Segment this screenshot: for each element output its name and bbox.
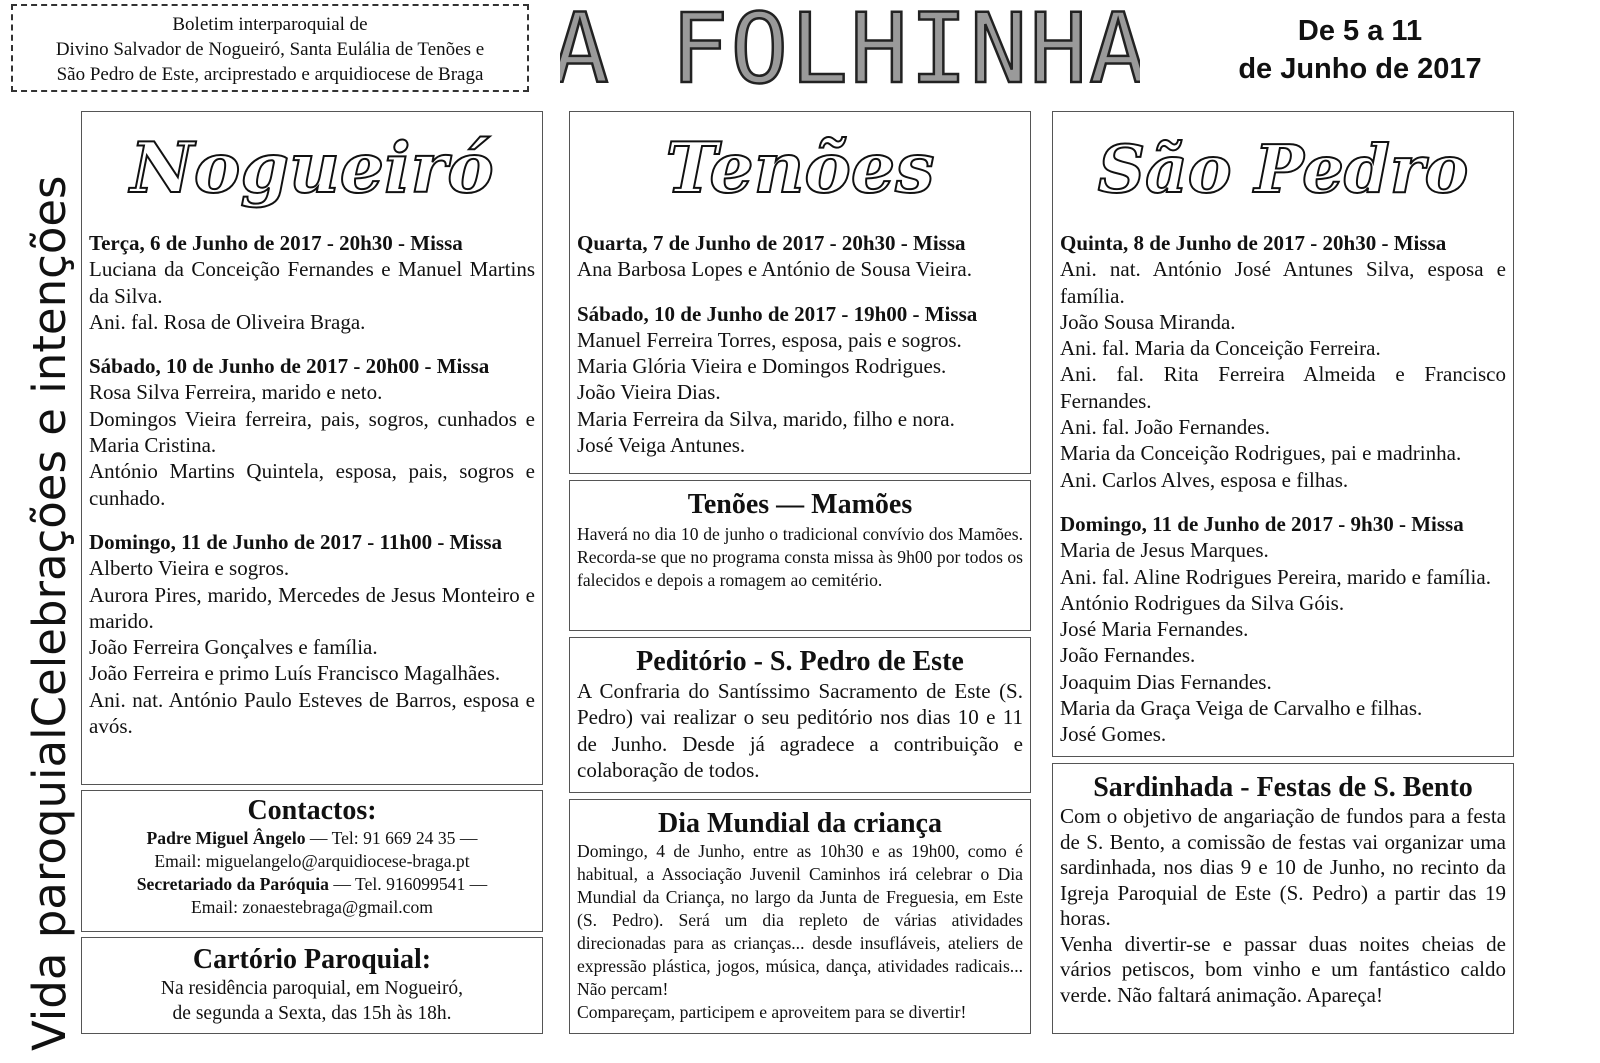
intention-line: Ani. Carlos Alves, esposa e filhas. xyxy=(1060,467,1349,492)
nogueiro-panel xyxy=(81,111,543,785)
intention-line: Aurora Pires, marido, Mercedes de Jesus Monteiro e marido. xyxy=(89,582,535,633)
side-section-label xyxy=(22,171,78,1051)
side-label-celebracoes: Celebrações e intenções xyxy=(23,175,76,728)
bulletin-line: Divino Salvador de Nogueiró, Santa Eulália de Tenões e xyxy=(55,39,485,60)
tenoes-panel xyxy=(569,111,1031,474)
mass-heading: Quinta, 8 de Junho de 2017 - 20h30 - Missa xyxy=(1060,231,1447,255)
sao-pedro-title-text: São Pedro xyxy=(1097,130,1469,208)
issue-date-line2: de Junho de 2017 xyxy=(1238,53,1482,85)
intention-line: Ani. nat. António Paulo Esteves de Barros, esposa e avós. xyxy=(89,687,535,739)
intention-line: José Maria Fernandes. xyxy=(1060,617,1249,642)
mamoes-body: Haverá no dia 10 de junho o tradicional convívio dos Mamões. Recorda-se que no programa consta missa às 9h00 por todos os falecidos e depois a romagem ao cemitério. xyxy=(577,524,1023,590)
intention-line: João Vieira Dias. xyxy=(577,380,721,405)
peditorio-panel xyxy=(569,637,1031,793)
mass-heading: Sábado, 10 de Junho de 2017 - 20h00 - Missa xyxy=(89,354,490,379)
issue-dates xyxy=(1200,12,1520,88)
crianca-closing: Compareçam, participem e aproveitem para se divertir! xyxy=(577,1002,967,1022)
priest-email: Email: miguelangelo@arquidiocese-braga.pt xyxy=(154,851,470,871)
cartorio-title: Cartório Paroquial: xyxy=(192,944,432,975)
intention-line: Ani. fal. João Fernandes. xyxy=(1060,415,1270,440)
tenoes-title-svg xyxy=(570,122,1030,212)
intention-line: António Martins Quintela, esposa, pais, sogros e cunhado. xyxy=(89,459,535,510)
intention-line: João Ferreira e primo Luís Francisco Magalhães. xyxy=(89,661,501,686)
sardinhada-panel xyxy=(1052,763,1514,1034)
mass-heading: Domingo, 11 de Junho de 2017 - 9h30 - Missa xyxy=(1060,511,1464,536)
secretariat-tel: — Tel. 916099541 — xyxy=(328,874,488,894)
bulletin-subtitle-box xyxy=(11,4,529,92)
sardinhada-body2: Venha divertir-se e passar duas noites cheias de vários petiscos, bom vinho e um fantástico caldo verde. Não faltará animação. Apareça! xyxy=(1060,931,1506,1007)
intention-line: Maria da Graça Veiga de Carvalho e filhas. xyxy=(1060,696,1423,721)
nogueiro-content xyxy=(89,230,535,739)
intention-line: João Fernandes. xyxy=(1060,643,1196,668)
intention-line: Luciana da Conceição Fernandes e Manuel Martins da Silva. xyxy=(89,257,535,308)
tenoes-title-text: Tenões xyxy=(665,127,935,209)
secretariat-name: Secretariado da Paróquia xyxy=(136,874,329,894)
intention-line: Alberto Vieira e sogros. xyxy=(89,556,290,581)
intention-line: António Rodrigues da Silva Góis. xyxy=(1060,590,1345,615)
secretariat-contact-line xyxy=(82,873,542,896)
cartorio-panel xyxy=(81,937,543,1034)
priest-name: Padre Miguel Ângelo xyxy=(146,828,306,848)
contacts-title: Contactos: xyxy=(247,795,377,826)
masthead-title xyxy=(560,0,1140,100)
intention-line: João Ferreira Gonçalves e família. xyxy=(89,635,378,660)
intention-line: Joaquim Dias Fernandes. xyxy=(1060,669,1272,694)
peditorio-body: A Confraria do Santíssimo Sacramento de Este (S. Pedro) vai realizar o seu peditório nos dias 10 e 11 de Junho. Desde já agradece a contribuição e colaboração de todos. xyxy=(577,679,1023,782)
intention-line: Ani. nat. António José Antunes Silva, esposa e família. xyxy=(1060,257,1506,308)
sao-pedro-panel xyxy=(1052,111,1514,757)
intention-line: José Gomes. xyxy=(1060,722,1167,747)
sao-pedro-title-svg xyxy=(1053,122,1513,212)
bulletin-line: São Pedro de Este, arciprestado e arquidiocese de Braga xyxy=(56,64,484,85)
masthead-text: A FOLHINHA xyxy=(560,0,1140,100)
sardinhada-body1: Com o objetivo de angariação de fundos para a festa de S. Bento, a comissão de festas vai organizar uma sardinhada, nos dias 9 e 10 de Junho, no recinto da Igreja Paroquial de Este (S. Pedro) a partir das 19 horas. xyxy=(1060,804,1506,930)
intention-line: Ani. fal. Rosa de Oliveira Braga. xyxy=(89,309,366,334)
sao-pedro-title xyxy=(1053,122,1513,212)
intention-line: Ani. fal. Rita Ferreira Almeida e Francisco Fernandes. xyxy=(1060,362,1506,413)
mamoes-title: Tenões — Mamões xyxy=(687,489,913,520)
nogueiro-title-text: Nogueiró xyxy=(130,127,494,209)
cartorio-line2: de segunda a Sexta, das 15h às 18h. xyxy=(172,1003,452,1024)
intention-line: Ana Barbosa Lopes e António de Sousa Vieira. xyxy=(577,257,972,282)
peditorio-title: Peditório - S. Pedro de Este xyxy=(636,646,964,677)
intention-line: Domingos Vieira ferreira, pais, sogros, cunhados e Maria Cristina. xyxy=(89,406,535,458)
intention-line: Maria Glória Vieira e Domingos Rodrigues. xyxy=(577,354,947,379)
intention-line: José Veiga Antunes. xyxy=(577,433,746,458)
mass-heading: Sábado, 10 de Junho de 2017 - 19h00 - Missa xyxy=(577,301,978,326)
sao-pedro-content xyxy=(1060,230,1506,748)
masthead-svg xyxy=(560,0,1140,100)
nogueiro-title-svg xyxy=(82,122,542,212)
intention-line: Ani. fal. Aline Rodrigues Pereira, marido e família. xyxy=(1060,564,1491,589)
intention-line: Rosa Silva Ferreira, marido e neto. xyxy=(89,380,383,405)
nogueiro-title xyxy=(82,122,542,212)
mass-heading: Terça, 6 de Junho de 2017 - 20h30 - Missa xyxy=(89,231,463,255)
intention-line: Ani. fal. Maria da Conceição Ferreira. xyxy=(1060,336,1381,361)
tenoes-content xyxy=(577,230,1023,458)
cartorio-line1: Na residência paroquial, em Nogueiró, xyxy=(160,978,464,999)
contacts-panel xyxy=(81,790,543,932)
secretariat-email: Email: zonaestebraga@gmail.com xyxy=(191,897,433,917)
mass-heading: Domingo, 11 de Junho de 2017 - 11h00 - Missa xyxy=(89,529,503,554)
intention-line: Maria de Jesus Marques. xyxy=(1060,538,1269,563)
intention-line: Maria da Conceição Rodrigues, pai e madrinha. xyxy=(1060,441,1462,466)
tenoes-title xyxy=(570,122,1030,212)
intention-line: Maria Ferreira da Silva, marido, filho e nora. xyxy=(577,406,955,431)
priest-tel: — Tel: 91 669 24 35 — xyxy=(305,828,478,848)
mamoes-panel xyxy=(569,480,1031,631)
intention-line: Manuel Ferreira Torres, esposa, pais e sogros. xyxy=(577,327,962,352)
mass-heading: Quarta, 7 de Junho de 2017 - 20h30 - Missa xyxy=(577,231,966,255)
sardinhada-title: Sardinhada - Festas de S. Bento xyxy=(1093,772,1473,803)
side-label-vida: Vida paroquial xyxy=(23,727,76,1051)
bulletin-line: Boletim interparoquial de xyxy=(172,14,368,35)
issue-date-line1: De 5 a 11 xyxy=(1297,15,1423,47)
crianca-title: Dia Mundial da criança xyxy=(658,808,942,839)
priest-contact-line xyxy=(82,827,542,850)
crianca-body: Domingo, 4 de Junho, entre as 10h30 e as 19h00, como é habitual, a Associação Juvenil Caminhos irá celebrar o Dia Mundial da Criança, no largo da Junta de Freguesia, em Este (S. Pedro). Será um dia repleto de várias atividades direcionadas para as crianças... desde insufláveis, ateliers de expressão plástica, jogos, música, dança, atividades radicais... Não percam! xyxy=(577,841,1023,999)
crianca-panel xyxy=(569,799,1031,1034)
intention-line: João Sousa Miranda. xyxy=(1060,309,1236,334)
